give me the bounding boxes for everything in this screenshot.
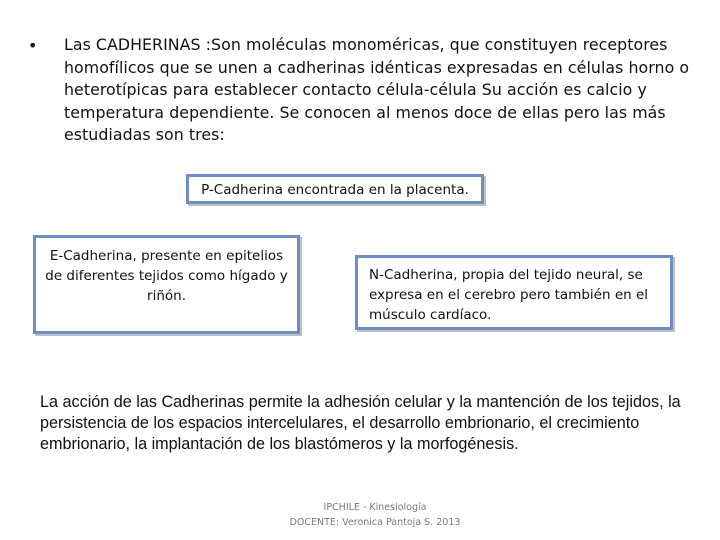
e-cadherina-text: E-Cadherina, presente en epitelios de diferentes tejidos como hígado y riñón. <box>45 248 288 304</box>
summary-paragraph: La acción de las Cadherinas permite la adhesión celular y la mantención de los tejidos, la persistencia de los espacios intercelulares, el desarrollo embrionario, el crecimiento embrionario, la implantación de los blastómeros y la morfogénesis. <box>40 393 681 453</box>
e-cadherina-box <box>33 235 300 334</box>
footer-teacher: DOCENTE: Veronica Pantoja S. 2013 <box>289 517 461 528</box>
footer-institution: IPCHILE - Kinesiología <box>323 502 427 513</box>
intro-bullet <box>28 34 700 147</box>
bullet-marker: • <box>28 36 38 55</box>
n-cadherina-text: N-Cadherina, propia del tejido neural, se expresa en el cerebro pero también en el músculo cardíaco. <box>369 267 649 323</box>
p-cadherina-text: P-Cadherina encontrada en la placenta. <box>201 182 469 198</box>
n-cadherina-box <box>355 255 673 330</box>
intro-text: Las CADHERINAS :Son moléculas monoméricas, que constituyen receptores homofílicos que se unen a cadherinas idénticas expresadas en células horno o heterotípicas para establecer contacto célula-célula Su acción es calcio y temperatura dependiente. Se conocen al menos doce de ellas pero las más estudiadas son tres: <box>64 35 690 145</box>
p-cadherina-box <box>186 174 484 204</box>
footer <box>250 500 500 530</box>
